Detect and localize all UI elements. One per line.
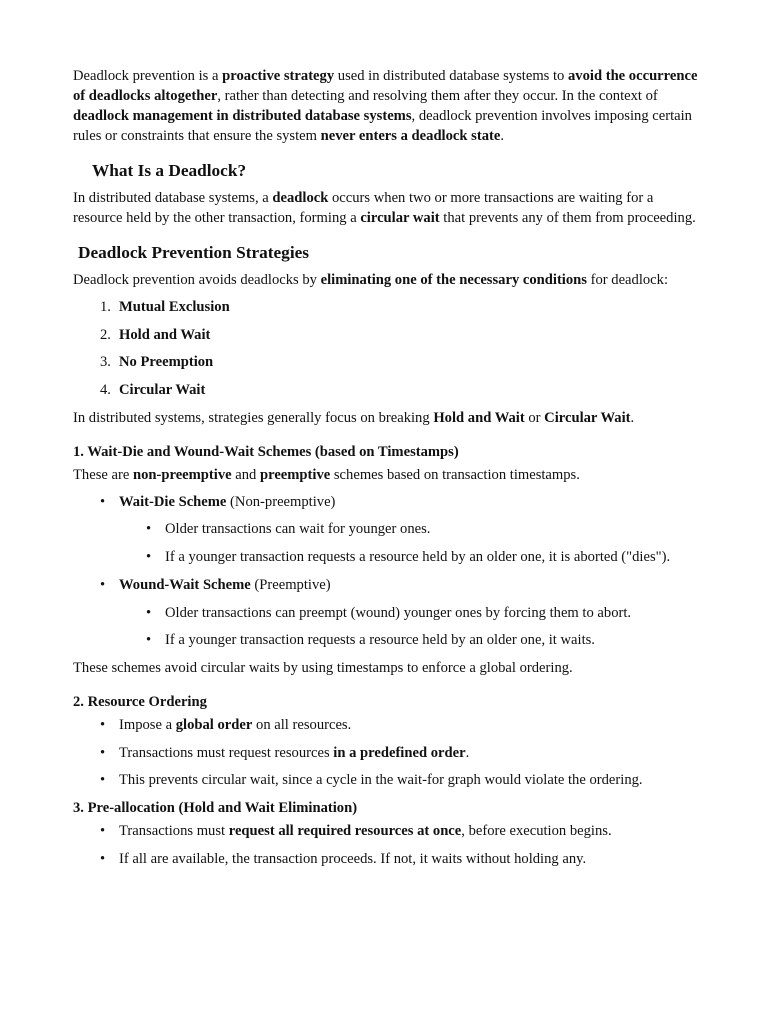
list-item	[73, 849, 701, 869]
bold-run: avoid the occurrence of deadlocks altogether	[73, 68, 698, 104]
bold-run: never enters a deadlock state	[320, 128, 501, 144]
condition-label: Mutual Exclusion	[119, 299, 230, 315]
list-item-text: If a younger transaction requests a resource held by an older one, it waits.	[165, 632, 595, 649]
bold-run: request all required resources at once	[228, 822, 462, 839]
bullet: •	[146, 521, 152, 538]
heading-section-2: 2. Resource Ordering	[73, 693, 207, 710]
list-item-text: This prevents circular wait, since a cycle in the wait-for graph would violate the ordering.	[119, 772, 643, 789]
bullet: •	[100, 493, 106, 510]
bullet: •	[100, 576, 106, 593]
text-run: .	[500, 128, 504, 144]
bullet: •	[100, 744, 106, 761]
list-item	[73, 297, 701, 317]
list-item	[119, 630, 701, 650]
list-item	[119, 547, 701, 567]
text-run: for deadlock:	[586, 272, 669, 288]
condition-label: Circular Wait	[119, 382, 206, 399]
bold-run: Circular Wait	[544, 409, 631, 426]
bold-run: circular wait	[360, 210, 440, 226]
text-run: occurs when two or more transactions are waiting for a resource held by the other transaction, forming a	[73, 190, 654, 226]
text-run: on all resources.	[252, 716, 352, 733]
bold-run: proactive strategy	[222, 68, 335, 84]
list-item	[73, 325, 701, 345]
text-run: , rather than detecting and resolving them after they occur. In the context of	[217, 88, 658, 104]
list-item-text: Older transactions can wait for younger ones.	[165, 521, 431, 538]
list-number: 2.	[100, 326, 111, 343]
bold-run: eliminating one of the necessary conditions	[320, 272, 587, 288]
list-item	[73, 352, 701, 372]
list-item	[73, 743, 701, 763]
text-run: Deadlock prevention is a	[73, 68, 223, 84]
condition-label: No Preemption	[119, 354, 214, 371]
heading-what-is-deadlock: What Is a Deadlock?	[92, 161, 247, 180]
text-run: .	[630, 409, 635, 426]
text-run: , deadlock prevention involves imposing certain rules or constraints that ensure the system	[73, 108, 692, 144]
list-item	[73, 821, 701, 841]
resource-ordering-list	[73, 715, 701, 790]
wound-wait-sublist	[119, 603, 701, 651]
scheme-label: Wait-Die Scheme	[119, 493, 227, 510]
wait-die-sublist	[119, 519, 701, 567]
section-1-summary: These schemes avoid circular waits by using timestamps to enforce a global ordering.	[73, 659, 573, 676]
heading-section-1: 1. Wait-Die and Wound-Wait Schemes (based on Timestamps)	[73, 443, 459, 460]
bold-run: preemptive	[259, 466, 331, 483]
heading-prevention-strategies: Deadlock Prevention Strategies	[78, 243, 310, 262]
text-run: In distributed database systems, a	[73, 190, 273, 206]
list-item-text: If a younger transaction requests a resource held by an older one, it is aborted ("dies").	[165, 549, 671, 566]
text-run: or	[524, 409, 545, 426]
strategies-focus	[73, 408, 701, 428]
text-run: Transactions must request resources	[119, 744, 334, 761]
schemes-list	[73, 492, 701, 650]
text-run: and	[231, 466, 260, 483]
bullet: •	[146, 604, 152, 621]
strategies-intro	[73, 270, 701, 290]
heading-section-3: 3. Pre-allocation (Hold and Wait Elimination)	[73, 799, 358, 816]
list-item	[73, 715, 701, 735]
list-item	[119, 519, 701, 539]
bold-run: deadlock	[272, 190, 329, 206]
bold-run: deadlock management in distributed database systems	[73, 108, 412, 124]
what-is-paragraph	[73, 188, 701, 228]
bullet: •	[146, 549, 152, 566]
document-page	[73, 66, 701, 876]
bullet: •	[100, 850, 106, 867]
list-item-wait-die	[73, 492, 701, 567]
text-run: Impose a	[119, 716, 176, 733]
text-run: In distributed systems, strategies generally focus on breaking	[73, 409, 434, 426]
scheme-note: (Non-preemptive)	[226, 493, 336, 510]
text-run: that prevents any of them from proceeding.	[439, 210, 696, 226]
intro-paragraph	[73, 66, 701, 146]
text-run: Transactions must	[119, 822, 229, 839]
list-number: 1.	[100, 299, 111, 315]
bullet: •	[100, 772, 106, 789]
bold-run: global order	[175, 716, 253, 733]
text-run: .	[465, 744, 470, 761]
bullet: •	[100, 822, 106, 839]
bold-run: Hold and Wait	[433, 409, 525, 426]
pre-allocation-list	[73, 821, 701, 869]
condition-label: Hold and Wait	[119, 326, 211, 343]
section-1-intro	[73, 465, 701, 485]
list-item-text: Older transactions can preempt (wound) younger ones by forcing them to abort.	[165, 604, 632, 621]
bullet: •	[146, 632, 152, 649]
list-number: 4.	[100, 382, 111, 399]
text-run: schemes based on transaction timestamps.	[330, 466, 580, 483]
scheme-label: Wound-Wait Scheme	[119, 576, 251, 593]
bullet: •	[100, 716, 106, 733]
list-item	[73, 770, 701, 790]
bold-run: in a predefined order	[333, 744, 466, 761]
text-run: used in distributed database systems to	[334, 68, 568, 84]
text-run: , before execution begins.	[461, 822, 612, 839]
list-item-wound-wait	[73, 575, 701, 650]
list-item	[73, 380, 701, 400]
text-run: These are	[73, 466, 133, 483]
scheme-note: (Preemptive)	[250, 576, 331, 593]
list-item	[119, 603, 701, 623]
list-item-text: If all are available, the transaction proceeds. If not, it waits without holding any.	[119, 850, 587, 867]
bold-run: non-preemptive	[132, 466, 232, 483]
text-run: Deadlock prevention avoids deadlocks by	[73, 272, 321, 288]
conditions-list	[73, 297, 701, 400]
list-number: 3.	[100, 354, 111, 371]
